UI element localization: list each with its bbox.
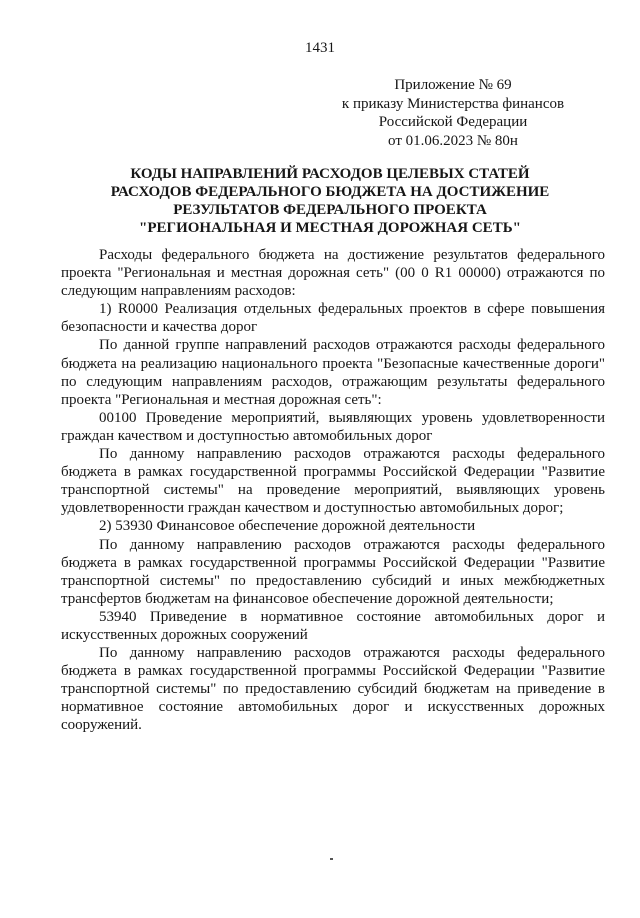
- paragraph: По данному направлению расходов отражаются расходы федерального бюджета в рамках государственной программы Российской Федерации "Развитие транспортной системы" по предоставлению субсидий бюджетам на приведение в нормативное состояние автомобильных дорог и искусственных дорожных сооружений.: [61, 645, 605, 734]
- appendix-line: к приказу Министерства финансов: [341, 95, 565, 112]
- paragraph: По данному направлению расходов отражаются расходы федерального бюджета в рамках государственной программы Российской Федерации "Развитие транспортной системы" по предоставлению субсидий и иных межбюджетных трансфертов бюджетам на финансовое обеспечение дорожной деятельности;: [61, 536, 605, 607]
- document-body: [61, 246, 605, 735]
- paragraph: По данной группе направлений расходов отражаются расходы федерального бюджета на реализацию национального проекта "Безопасные качественные дороги" по следующим направлениям расходов, отражающим результаты федерального проекта "Региональная и местная дорожная сеть":: [61, 337, 605, 408]
- document-title: [60, 165, 600, 237]
- appendix-line: Российской Федерации: [378, 114, 528, 130]
- scan-speck: [330, 858, 333, 860]
- title-line: РАСХОДОВ ФЕДЕРАЛЬНОГО БЮДЖЕТА НА ДОСТИЖЕНИЕ: [110, 184, 550, 200]
- paragraph: 2) 53930 Финансовое обеспечение дорожной деятельности: [99, 518, 476, 535]
- title-line: КОДЫ НАПРАВЛЕНИЙ РАСХОДОВ ЦЕЛЕВЫХ СТАТЕЙ: [130, 166, 530, 182]
- page-number: 1431: [305, 40, 335, 56]
- appendix-line: от 01.06.2023 № 80н: [388, 132, 518, 149]
- paragraph: По данному направлению расходов отражаются расходы федерального бюджета в рамках государственной программы Российской Федерации "Развитие транспортной системы" на проведение мероприятий, выявляющих уровень удовлетворенности граждан качеством и доступностью автомобильных дорог;: [61, 446, 605, 517]
- appendix-reference: [300, 76, 606, 150]
- appendix-line: Приложение № 69: [394, 77, 512, 93]
- title-line: РЕЗУЛЬТАТОВ ФЕДЕРАЛЬНОГО ПРОЕКТА: [173, 202, 487, 218]
- paragraph: 1) R0000 Реализация отдельных федеральных проектов в сфере повышения безопасности и качества дорог: [61, 301, 605, 336]
- paragraph: 00100 Проведение мероприятий, выявляющих уровень удовлетворенности граждан качеством и доступностью автомобильных дорог: [61, 409, 605, 444]
- paragraph: Расходы федерального бюджета на достижение результатов федерального проекта "Региональная и местная дорожная сеть" (00 0 R1 00000) отражаются по следующим направлениям расходов:: [61, 247, 605, 300]
- paragraph: 53940 Приведение в нормативное состояние автомобильных дорог и искусственных дорожных сооружений: [61, 608, 605, 643]
- title-line: "РЕГИОНАЛЬНАЯ И МЕСТНАЯ ДОРОЖНАЯ СЕТЬ": [139, 220, 521, 236]
